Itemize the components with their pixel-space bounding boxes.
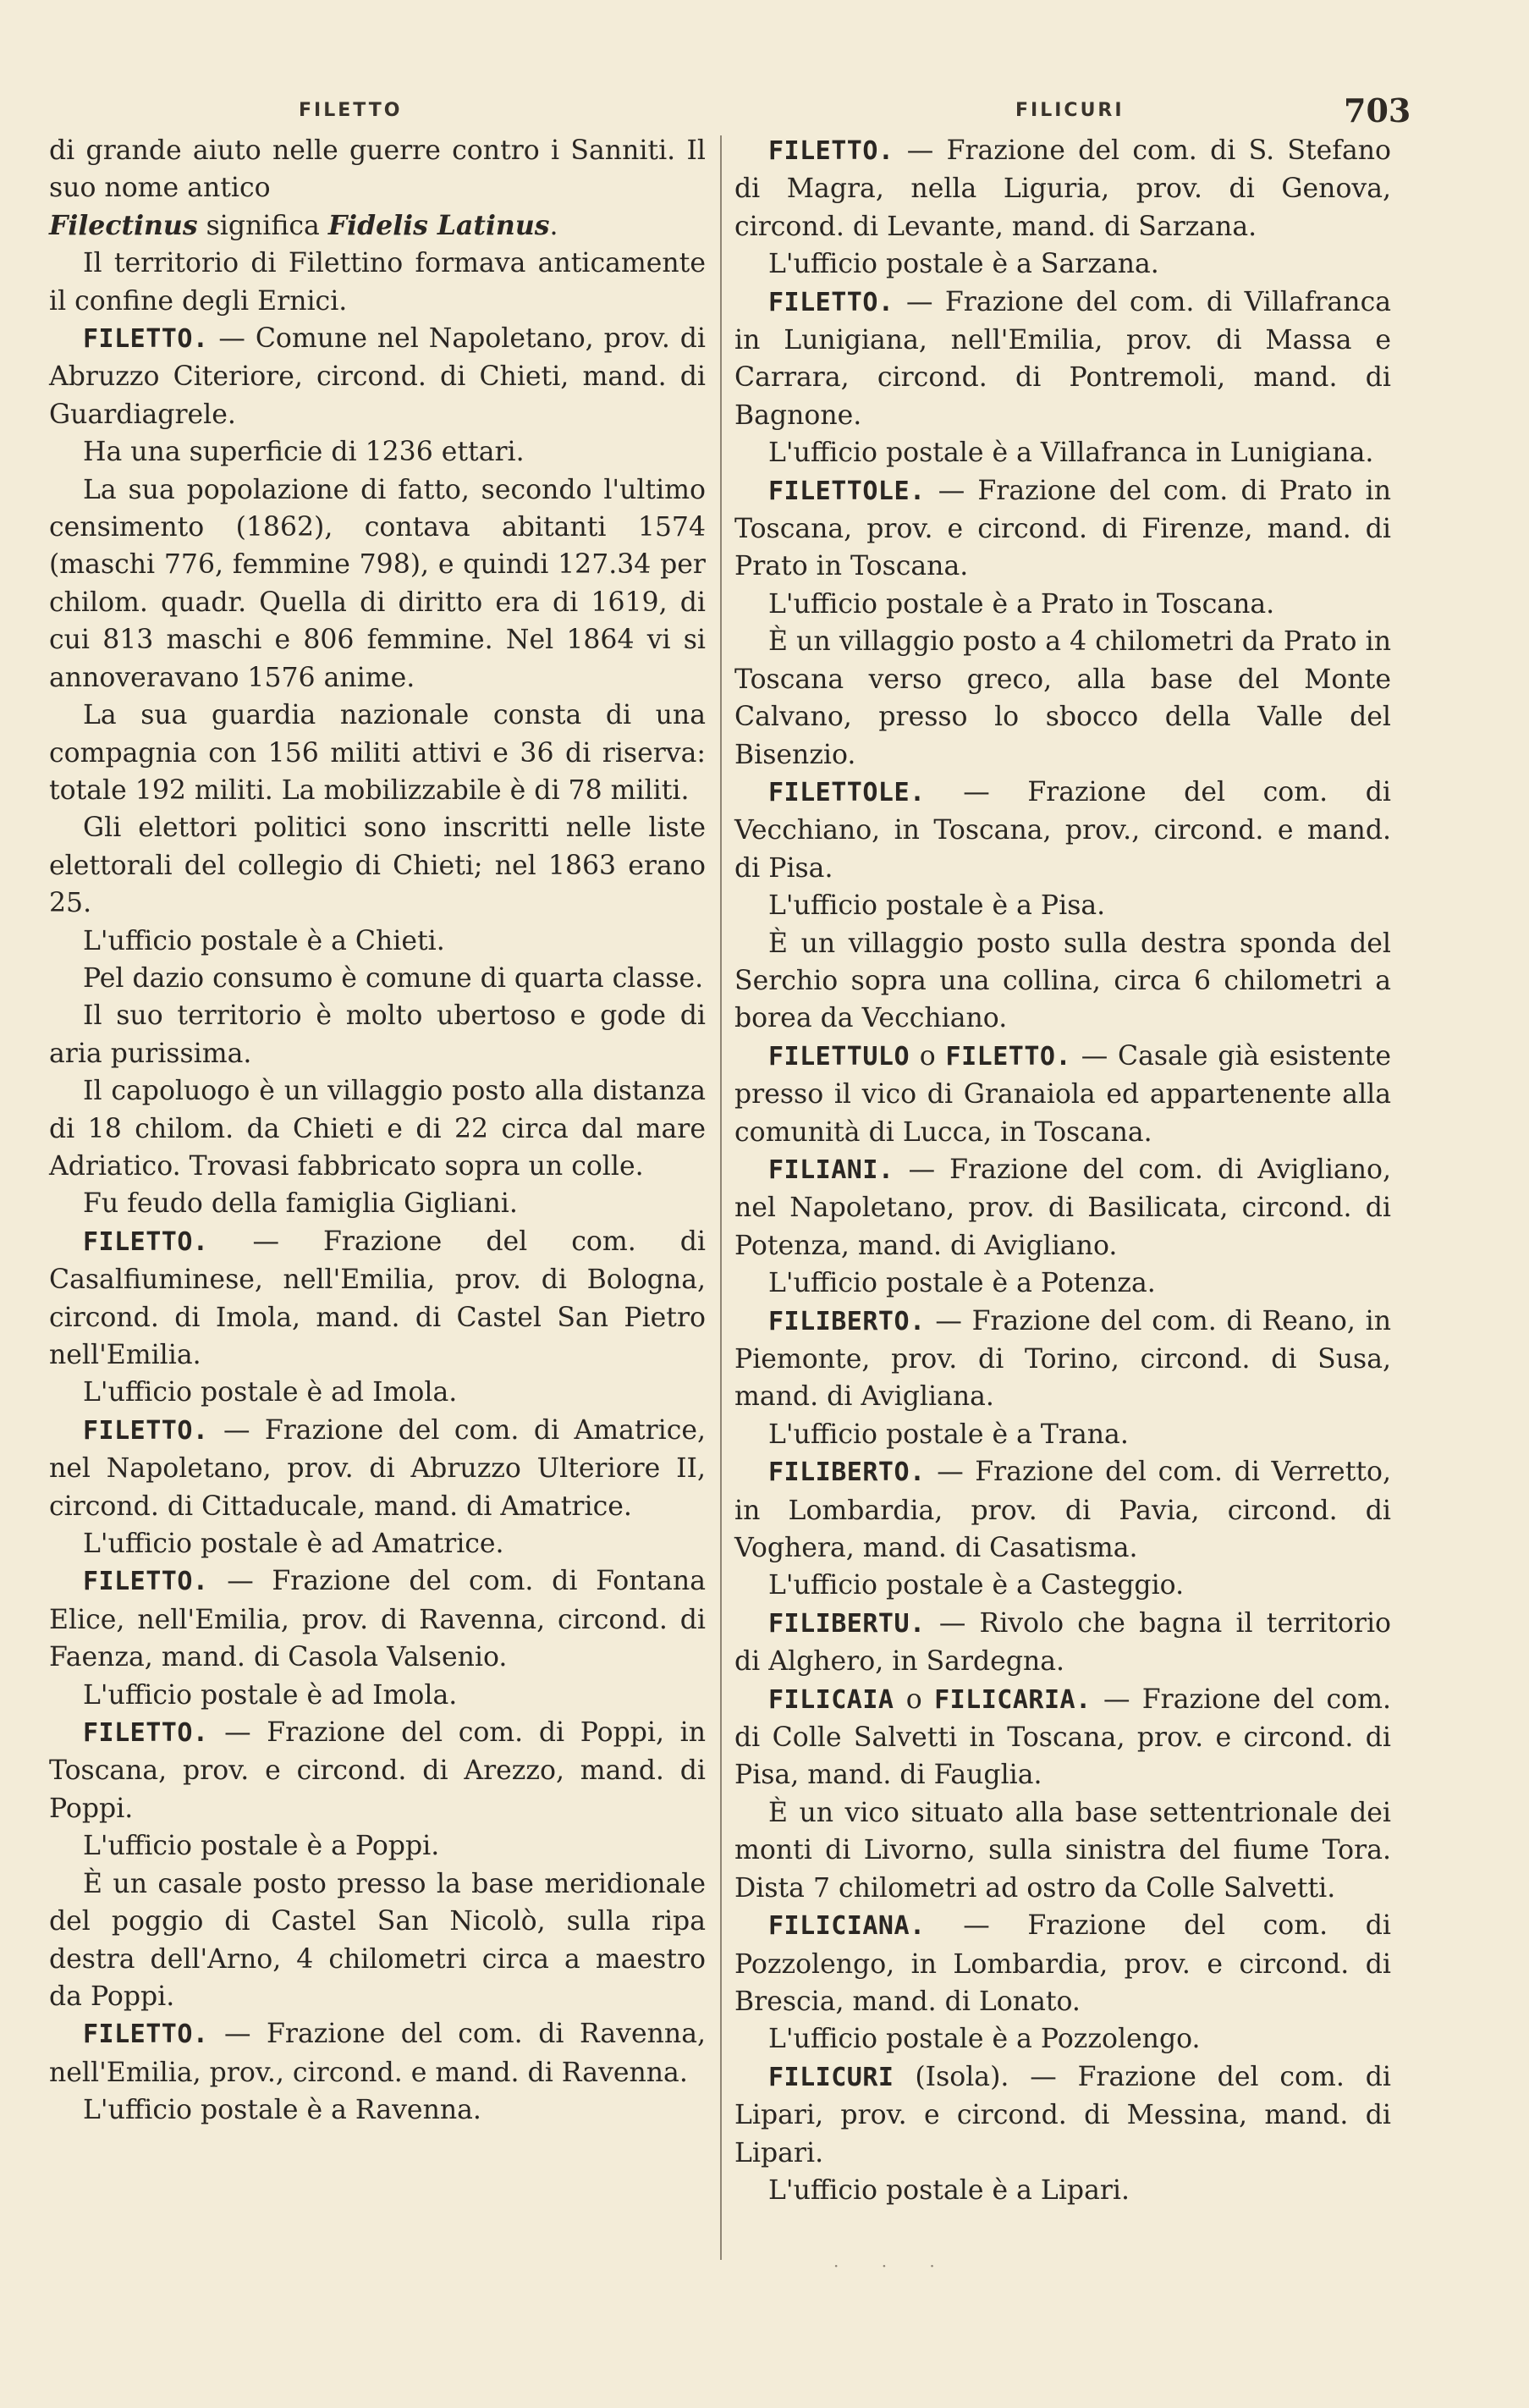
entry-paragraph [49, 1827, 706, 1865]
entry-text: di grande aiuto nelle guerre contro i Sanniti. Il suo nome antico [49, 135, 706, 204]
entry-headword: FILETTO. [83, 2020, 209, 2050]
entry-text: Pel dazio consumo è comune di quarta classe. [83, 962, 704, 994]
dictionary-entry [734, 1681, 1391, 1794]
entry-connector: o [894, 1683, 935, 1715]
entry-paragraph [734, 1265, 1391, 1302]
print-specks: · · · [833, 2256, 954, 2276]
entry-text: La sua guardia nazionale consta di una compagnia con 156 militi attivi e 36 di riserva: totale 192 militi. La mobilizzabile è di 78 militi. [49, 700, 706, 806]
dictionary-entry [734, 472, 1391, 586]
dictionary-entry [734, 1907, 1391, 2020]
entry-headword: FILETTOLE. [768, 476, 926, 506]
page-number: 703 [1344, 91, 1411, 129]
running-head-left: FILETTO [299, 100, 403, 121]
dictionary-entry [734, 284, 1391, 435]
entry-text: L'ufficio postale è a Prato in Toscana. [768, 588, 1275, 620]
entry-text: L'ufficio postale è ad Imola. [83, 1679, 458, 1711]
entry-headword: FILICURI [768, 2062, 894, 2092]
left-column [49, 132, 706, 2130]
entry-paragraph [734, 2172, 1391, 2209]
entry-text: L'ufficio postale è a Lipari. [768, 2174, 1130, 2206]
dictionary-entry [734, 1151, 1391, 1265]
dictionary-entry [49, 320, 706, 433]
entry-headword: FILICIANA. [768, 1911, 926, 1942]
entry-headword: FILIBERTO. [768, 1457, 926, 1488]
entry-text: È un villaggio posto a 4 chilometri da Prato in Toscana verso greco, alla base del Monte Calvano, presso lo sbocco della Valle del Bisenzio. [734, 626, 1391, 770]
entry-headword: FILIBERTU. [768, 1608, 926, 1639]
entry-paragraph [734, 925, 1391, 1038]
entry-text: — Frazione del com. di Prato in Toscana, prov. e circond. di Firenze, mand. di Prato in Toscana. [734, 475, 1391, 582]
entry-text: — Frazione del com. di Fontana Elice, nell'Emilia, prov. di Ravenna, circond. di Faenza, mand. di Casola Valsenio. [49, 1566, 706, 1673]
entry-paragraph [49, 960, 706, 997]
entry-paragraph [49, 207, 706, 245]
entry-text: L'ufficio postale è a Sarzana. [768, 249, 1159, 280]
entry-paragraph [49, 245, 706, 320]
entry-text: — Frazione del com. di Villafranca in Lunigiana, nell'Emilia, prov. di Massa e Carrara, circond. di Pontremoli, mand. di Bagnone. [734, 286, 1391, 431]
entry-text: — Rivolo che bagna il territorio di Alghero, in Sardegna. [734, 1607, 1391, 1678]
entry-headword: FILETTO. [768, 136, 894, 166]
dictionary-entry [734, 2058, 1391, 2172]
entry-headword: FILETTO. [83, 324, 209, 355]
entry-text: L'ufficio postale è a Trana. [768, 1419, 1129, 1450]
entry-text: L'ufficio postale è a Villafranca in Lunigiana. [768, 438, 1374, 469]
latin-term: Fidelis Latinus [327, 209, 550, 241]
dictionary-entry [734, 774, 1391, 887]
right-column [734, 132, 1391, 2209]
entry-paragraph [734, 245, 1391, 283]
entry-text: — Frazione del com. di Colle Salvetti in Toscana, prov. e circond. di Pisa, mand. di Fauglia. [734, 1683, 1391, 1791]
dictionary-entry [49, 2015, 706, 2091]
entry-paragraph [734, 434, 1391, 471]
dictionary-entry [734, 1038, 1391, 1151]
entry-headword: FILETTO. [83, 1718, 209, 1749]
entry-text: — Frazione del com. di Vecchiano, in Toscana, prov., circond. e mand. di Pisa. [734, 776, 1391, 884]
entry-paragraph [49, 809, 706, 922]
dictionary-entry [734, 1605, 1391, 1681]
entry-text: (Isola). — Frazione del com. di Lipari, prov. e circond. di Messina, mand. di Lipari. [734, 2061, 1391, 2168]
latin-term: Filectinus [49, 209, 198, 241]
entry-text: La sua popolazione di fatto, secondo l'ultimo censimento (1862), contava abitanti 1574 (maschi 776, femmine 798), e quindi 127.34 per chilom. quadr. Quella di diritto era di 1619, di cui 813 maschi e 806 femmine. Nel 1864 vi si annoveravano 1576 anime. [49, 474, 706, 693]
entry-paragraph [734, 586, 1391, 623]
dictionary-entry [49, 1714, 706, 1827]
entry-text: Il capoluogo è un villaggio posto alla distanza di 18 chilom. da Chieti e di 22 circa dal mare Adriatico. Trovasi fabbricato sopra un colle. [49, 1076, 706, 1182]
dictionary-entry [49, 1562, 706, 1676]
entry-paragraph [734, 1567, 1391, 1604]
entry-paragraph [734, 887, 1391, 924]
entry-headword: FILETTOLE. [768, 777, 926, 807]
entry-paragraph [734, 1794, 1391, 1907]
column-divider [720, 135, 722, 2260]
entry-paragraph [49, 2091, 706, 2129]
entry-text: . [549, 210, 558, 241]
dictionary-entry [734, 132, 1391, 245]
entry-headword: FILETTO. [83, 1226, 209, 1257]
entry-paragraph [49, 1865, 706, 2016]
entry-paragraph [49, 433, 706, 471]
dictionary-entry [49, 1412, 706, 1525]
entry-headword: FILETTO. [945, 1041, 1072, 1072]
entry-text: L'ufficio postale è a Poppi. [83, 1831, 440, 1862]
entry-text: — Frazione del com. di S. Stefano di Magra, nella Liguria, prov. di Genova, circond. di Levante, mand. di Sarzana. [734, 135, 1391, 242]
dictionary-entry [49, 1223, 706, 1375]
entry-text: — Frazione del com. di Verretto, in Lombardia, prov. di Pavia, circond. di Voghera, mand. di Casatisma. [734, 1457, 1391, 1564]
entry-headword: FILETTO. [83, 1567, 209, 1597]
entry-text: È un villaggio posto sulla destra sponda del Serchio sopra una collina, circa 6 chilometri a borea da Vecchiano. [734, 928, 1391, 1034]
entry-text: — Casale già esistente presso il vico di Granaiola ed appartenente alla comunità di Lucca, in Toscana. [734, 1040, 1391, 1148]
entry-paragraph [49, 697, 706, 809]
entry-text: — Comune nel Napoletano, prov. di Abruzzo Citeriore, circond. di Chieti, mand. di Guardiagrele. [49, 323, 706, 430]
entry-text: L'ufficio postale è ad Imola. [83, 1377, 458, 1408]
entry-text: — Frazione del com. di Casalfiuminese, nell'Emilia, prov. di Bologna, circond. di Imola, mand. di Castel San Pietro nell'Emilia. [49, 1226, 706, 1370]
entry-text: Gli elettori politici sono inscritti nelle liste elettorali del collegio di Chieti; nel 1863 erano 25. [49, 813, 706, 919]
entry-headword: FILETTO. [768, 287, 894, 317]
running-head-right: FILICURI [1015, 100, 1125, 121]
entry-text: L'ufficio postale è a Casteggio. [768, 1570, 1185, 1601]
entry-connector: o [910, 1040, 946, 1072]
entry-text: L'ufficio postale è a Pisa. [768, 890, 1106, 922]
entry-paragraph [49, 923, 706, 960]
entry-paragraph [49, 1525, 706, 1562]
entry-text: — Frazione del com. di Pozzolengo, in Lombardia, prov. e circond. di Brescia, mand. di Lonato. [734, 1910, 1391, 2017]
entry-paragraph [734, 2020, 1391, 2058]
entry-paragraph [49, 471, 706, 697]
entry-text: L'ufficio postale è a Chieti. [83, 925, 445, 956]
entry-text: L'ufficio postale è a Pozzolengo. [768, 2024, 1201, 2055]
entry-headword: FILETTULO [768, 1041, 910, 1072]
entry-text: significa [197, 210, 328, 241]
entry-text: — Frazione del com. di Reano, in Piemonte, prov. di Torino, circond. di Susa, mand. di Avigliana. [734, 1305, 1391, 1413]
entry-text: Il territorio di Filettino formava anticamente il confine degli Ernici. [49, 248, 706, 317]
entry-text: L'ufficio postale è ad Amatrice. [83, 1529, 504, 1560]
entry-text: È un vico situato alla base settentrionale dei monti di Livorno, sulla sinistra del fiume Tora. Dista 7 chilometri ad ostro da Colle Salvetti. [734, 1797, 1391, 1904]
entry-text: — Frazione del com. di Poppi, in Toscana, prov. e circond. di Arezzo, mand. di Poppi. [49, 1717, 706, 1824]
entry-paragraph [49, 997, 706, 1072]
entry-paragraph [734, 623, 1391, 774]
entry-text: — Frazione del com. di Amatrice, nel Napoletano, prov. di Abruzzo Ulteriore II, circond. di Cittaducale, mand. di Amatrice. [49, 1414, 706, 1522]
entry-headword: FILETTO. [83, 1415, 209, 1446]
entry-headword: FILIBERTO. [768, 1306, 926, 1336]
entry-paragraph [49, 1677, 706, 1714]
dictionary-entry [734, 1303, 1391, 1416]
entry-text: — Frazione del com. di Avigliano, nel Napoletano, prov. di Basilicata, circond. di Potenza, mand. di Avigliano. [734, 1154, 1391, 1261]
entry-paragraph [49, 1374, 706, 1411]
entry-text: È un casale posto presso la base meridionale del poggio di Castel San Nicolò, sulla ripa destra dell'Arno, 4 chilometri circa a maestro da Poppi. [49, 1868, 706, 2012]
entry-text: — Frazione del com. di Ravenna, nell'Emilia, prov., circond. e mand. di Ravenna. [49, 2019, 706, 2088]
entry-paragraph [49, 132, 706, 207]
entry-text: Ha una superficie di 1236 ettari. [83, 437, 525, 468]
entry-headword: FILIANI. [768, 1154, 894, 1185]
entry-text: Fu feudo della famiglia Gigliani. [83, 1188, 518, 1220]
entry-text: L'ufficio postale è a Ravenna. [83, 2095, 481, 2126]
entry-paragraph [49, 1072, 706, 1185]
dictionary-entry [734, 1453, 1391, 1567]
entry-text: Il suo territorio è molto ubertoso e gode di aria purissima. [49, 1000, 706, 1069]
entry-headword: FILICARIA. [934, 1684, 1092, 1715]
entry-paragraph [49, 1185, 706, 1222]
entry-paragraph [734, 1416, 1391, 1453]
entry-headword: FILICAIA [768, 1684, 894, 1715]
entry-text: L'ufficio postale è a Potenza. [768, 1268, 1156, 1299]
